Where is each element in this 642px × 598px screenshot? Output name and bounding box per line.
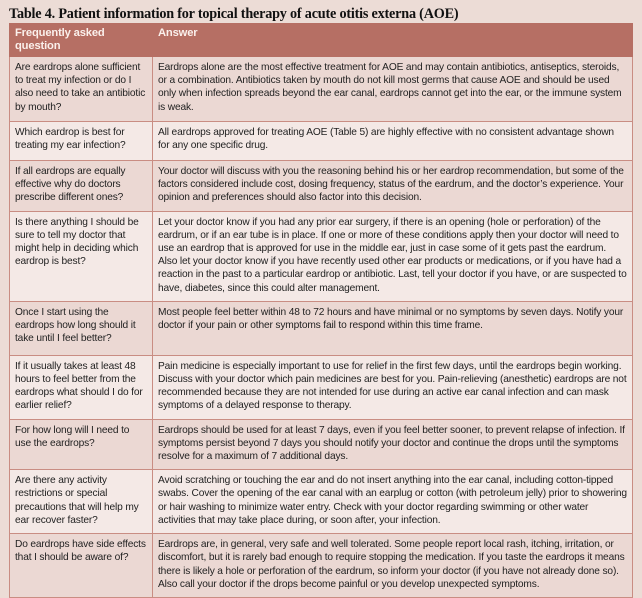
- answer-cell: Let your doctor know if you had any prior ear surgery, if there is an opening (hole or perforation) of the eardrum, or if an ear tube is in place. If one or more of these conditions apply then your doctor will need to use an eardrop that is approved for use in the middle ear, just in case some of it gets past the eardrum. Also let your doctor know if you have recently used other ear products or medications, or if you have had a reaction in the past to a particular eardrop or antibiotic. Last, tell your doctor if you have, or are suspected to have, diabetes, since this could alter management.: [153, 211, 633, 301]
- question-cell: Are eardrops alone sufficient to treat my infection or do I also need to take an antibiotic by mouth?: [10, 57, 153, 122]
- answer-cell: Eardrops alone are the most effective treatment for AOE and may contain antibiotics, antiseptics, steroids, or a combination. Antibiotics taken by mouth do not kill most germs that cause AOE and should be used only when infection spreads beyond the ear canal, eardrops cannot get into the ear, or the immune system is weak.: [153, 57, 633, 122]
- answer-cell: Eardrops should be used for at least 7 days, even if you feel better sooner, to prevent relapse of infection. If symptoms persist beyond 7 days you should notify your doctor and continue the drops until the symptoms resolve for a maximum of 7 additional days.: [153, 419, 633, 470]
- table-row: [10, 470, 633, 534]
- table-row: [10, 534, 633, 598]
- header-question: Frequently asked question: [10, 24, 153, 57]
- question-cell: Is there anything I should be sure to tell my doctor that might help in deciding which eardrop is best?: [10, 211, 153, 301]
- question-cell: Do eardrops have side effects that I should be aware of?: [10, 534, 153, 598]
- table-row: [10, 122, 633, 161]
- question-cell: Are there any activity restrictions or special precautions that will help my ear recover faster?: [10, 470, 153, 534]
- table-row: [10, 355, 633, 419]
- answer-cell: Avoid scratching or touching the ear and do not insert anything into the ear canal, including cotton-tipped swabs. Cover the opening of the ear canal with an earplug or cotton (with petroleum jelly) prior to showering or hair washing to minimize water entry. Check with your doctor regarding swimming or other water activities that may take place during, or soon after, your infection.: [153, 470, 633, 534]
- answer-cell: Most people feel better within 48 to 72 hours and have minimal or no symptoms by seven days. Notify your doctor if your pain or other symptoms fail to respond within this time frame.: [153, 301, 633, 355]
- table-title: Table 4. Patient information for topical therapy of acute otitis externa (AOE): [9, 6, 459, 22]
- answer-cell: Pain medicine is especially important to use for relief in the first few days, until the eardrops begin working. Discuss with your doctor which pain medicines are best for you. Pain-relieving (anesthetic) eardrops are not recommended because they are not intended for use during an active ear canal infection and can mask symptoms of a delayed response to therapy.: [153, 355, 633, 419]
- question-cell: If all eardrops are equally effective why do doctors prescribe different ones?: [10, 161, 153, 212]
- question-cell: Which eardrop is best for treating my ear infection?: [10, 122, 153, 161]
- table-row: [10, 211, 633, 301]
- question-cell: For how long will I need to use the eardrops?: [10, 419, 153, 470]
- table-row: [10, 161, 633, 212]
- table-row: [10, 419, 633, 470]
- table-header-row: [10, 24, 633, 57]
- answer-cell: Your doctor will discuss with you the reasoning behind his or her eardrop recommendation, but some of the factors considered include cost, dosing frequency, status of the eardrum, and the doctor’s experience. Your opinion and preferences should also factor into this decision.: [153, 161, 633, 212]
- answer-cell: All eardrops approved for treating AOE (Table 5) are highly effective with no consistent advantage shown for any one specific drug.: [153, 122, 633, 161]
- header-answer: Answer: [153, 24, 633, 57]
- answer-cell: Eardrops are, in general, very safe and well tolerated. Some people report local rash, itching, irritation, or discomfort, but it is rarely bad enough to require stopping the medication. If you taste the eardrops it means there is likely a hole or perforation of the eardrum, so inform your doctor (if you have not already done so). Also call your doctor if the drops become painful or you develop unexpected symptoms.: [153, 534, 633, 598]
- question-cell: If it usually takes at least 48 hours to feel better from the eardrops what should I do for earlier relief?: [10, 355, 153, 419]
- table-row: [10, 301, 633, 355]
- question-cell: Once I start using the eardrops how long should it take until I feel better?: [10, 301, 153, 355]
- table-row: [10, 57, 633, 122]
- faq-table: [9, 23, 633, 598]
